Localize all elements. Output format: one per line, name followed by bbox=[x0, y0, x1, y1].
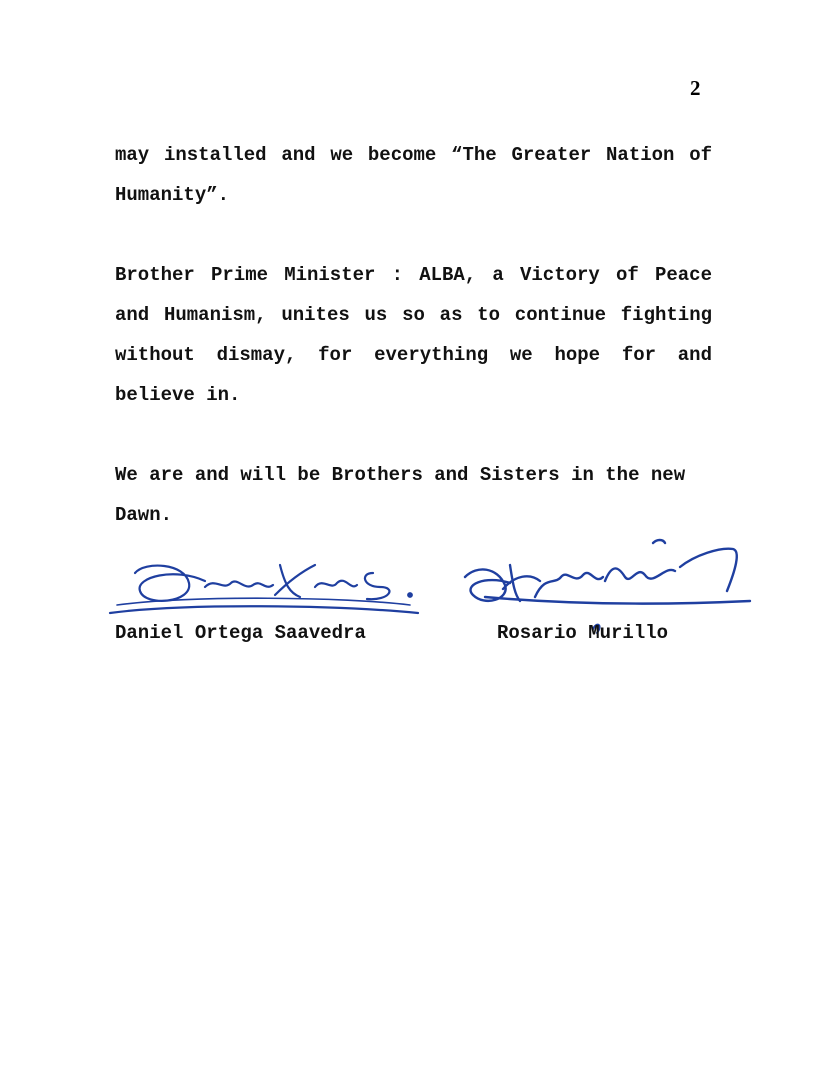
paragraph-1: may installed and we become “The Greater Nation of Humanity”. bbox=[115, 144, 712, 206]
signer-name-left: Daniel Ortega Saavedra bbox=[115, 622, 366, 644]
signature-left bbox=[110, 565, 418, 613]
paragraph-2: Brother Prime Minister : ALBA, a Victory of Peace and Humanism, unites us so as to continue fighting without dismay, for everything we hope for and believe in. bbox=[115, 264, 712, 406]
signature-block bbox=[105, 525, 765, 675]
signature-right bbox=[465, 540, 750, 633]
signature-graphics bbox=[105, 525, 765, 675]
signer-name-right: Rosario Murillo bbox=[497, 622, 669, 644]
page-number: 2 bbox=[690, 76, 701, 100]
paragraph-3: We are and will be Brothers and Sisters in the new Dawn. bbox=[115, 464, 686, 526]
